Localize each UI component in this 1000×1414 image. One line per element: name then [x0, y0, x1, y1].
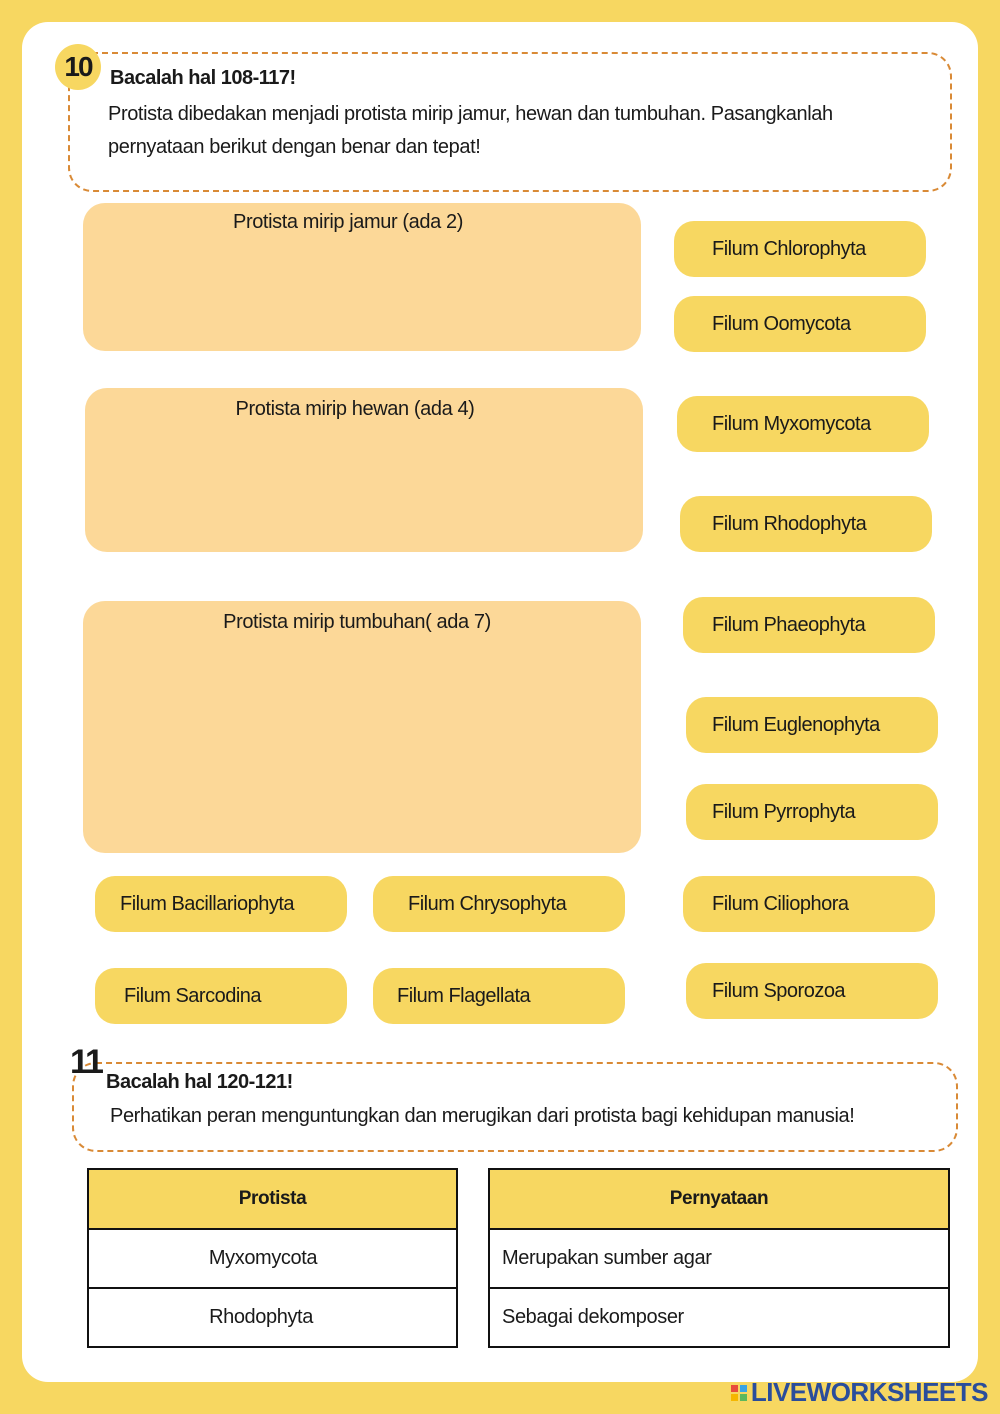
liveworksheets-logo [731, 1377, 988, 1408]
chip-euglenophyta[interactable]: Filum Euglenophyta [686, 697, 938, 753]
chip-phaeophyta[interactable]: Filum Phaeophyta [683, 597, 935, 653]
q11-title: Bacalah hal 120-121! [106, 1071, 293, 1093]
table-row[interactable]: Sebagai dekomposer [489, 1288, 949, 1347]
table-row[interactable]: Merupakan sumber agar [489, 1229, 949, 1288]
q10-title: Bacalah hal 108-117! [110, 67, 296, 89]
logo-tile [740, 1385, 747, 1392]
logo-mark-icon [731, 1385, 747, 1401]
logo-tile [740, 1394, 747, 1401]
chip-bacillariophyta[interactable]: Filum Bacillariophyta [95, 876, 347, 932]
logo-text: LIVEWORKSHEETS [750, 1377, 988, 1407]
table-protista-header: Protista [88, 1169, 457, 1229]
logo-tile [731, 1394, 738, 1401]
dropzone-tumbuhan[interactable] [83, 601, 641, 853]
chip-ciliophora[interactable]: Filum Ciliophora [683, 876, 935, 932]
dropzone-hewan[interactable] [85, 388, 643, 552]
chip-sporozoa[interactable]: Filum Sporozoa [686, 963, 938, 1019]
chip-chlorophyta[interactable]: Filum Chlorophyta [674, 221, 926, 277]
table-pernyataan [488, 1168, 950, 1348]
chip-oomycota[interactable]: Filum Oomycota [674, 296, 926, 352]
table-protista [87, 1168, 458, 1348]
table-pernyataan-header: Pernyataan [489, 1169, 949, 1229]
logo-tile [731, 1385, 738, 1392]
chip-flagellata[interactable]: Filum Flagellata [373, 968, 625, 1024]
table-row[interactable]: Myxomycota [88, 1229, 457, 1288]
dropzone-jamur[interactable] [83, 203, 641, 351]
chip-chrysophyta[interactable]: Filum Chrysophyta [373, 876, 625, 932]
q10-number: 10 [55, 44, 101, 90]
dropzone-hewan-label: Protista mirip hewan (ada 4) [235, 398, 475, 420]
chip-sarcodina[interactable]: Filum Sarcodina [95, 968, 347, 1024]
chip-myxomycota[interactable]: Filum Myxomycota [677, 396, 929, 452]
chip-pyrrophyta[interactable]: Filum Pyrrophyta [686, 784, 938, 840]
table-row[interactable]: Rhodophyta [88, 1288, 457, 1347]
q11-instruction: Perhatikan peran menguntungkan dan merugikan dari protista bagi kehidupan manusia! [110, 1105, 855, 1127]
chip-rhodophyta[interactable]: Filum Rhodophyta [680, 496, 932, 552]
q10-instruction: Protista dibedakan menjadi protista mirip jamur, hewan dan tumbuhan. Pasangkanlah pernyataan berikut dengan benar dan tepat! [108, 103, 833, 158]
dropzone-jamur-label: Protista mirip jamur (ada 2) [233, 211, 463, 233]
q11-number: 11 [70, 1043, 102, 1081]
dropzone-tumbuhan-label: Protista mirip tumbuhan( ada 7) [223, 611, 491, 633]
